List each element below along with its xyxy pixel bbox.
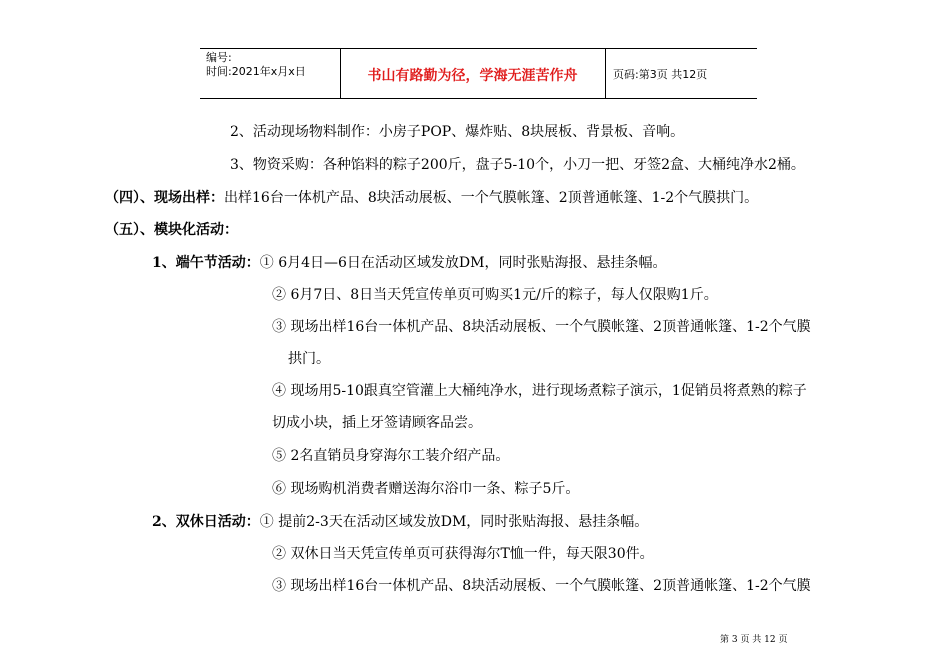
activity-item: ⑥ 现场购机消费者赠送海尔浴巾一条、粽子5斤。 [272, 481, 580, 497]
header-time-label: 时间:2021年x月x日 [206, 65, 306, 78]
activity-item: ① 提前2-3天在活动区域发放DM，同时张贴海报、悬挂条幅。 [259, 514, 649, 530]
section-line [105, 189, 758, 207]
activity-item: ② 双休日当天凭宣传单页可获得海尔T恤一件，每天限30件。 [272, 546, 654, 562]
header-page-info: 页码:第3页 共12页 [613, 68, 708, 81]
activity-item: ③ 现场出样16台一体机产品、8块活动展板、一个气膜帐篷、2顶普通帐篷、1-2个气膜 [272, 319, 811, 335]
activity-item: ④ 现场用5-10跟真空管灌上大桶纯净水，进行现场煮粽子演示，1促销员将煮熟的粽子 [272, 383, 807, 399]
paragraph-line: 2、活动现场物料制作：小房子POP、爆炸贴、8块展板、背景板、音响。 [230, 124, 685, 140]
activity-item: ② 6月7日、8日当天凭宣传单页可购买1元/斤的粽子，每人仅限购1斤。 [272, 287, 718, 303]
activity-item-continued: 拱门。 [288, 351, 330, 367]
activity-heading: 1、端午节活动： [152, 255, 260, 271]
section-heading: （四）、现场出样： [105, 190, 224, 206]
activity-item-continued: 切成小块，插上牙签请顾客品尝。 [272, 415, 482, 431]
page-footer: 第 3 页 共 12 页 [720, 635, 788, 645]
activity-heading: 2、双休日活动： [152, 514, 260, 530]
section-heading: （五）、模块化活动： [105, 222, 238, 238]
header-divider [605, 49, 606, 98]
activity-line [152, 254, 666, 272]
section-body: 出样16台一体机产品、8块活动展板、一个气膜帐篷、2顶普通帐篷、1-2个气膜拱门。 [224, 190, 759, 206]
page-header [200, 48, 757, 99]
activity-item: ③ 现场出样16台一体机产品、8块活动展板、一个气膜帐篷、2顶普通帐篷、1-2个气膜 [272, 578, 811, 594]
header-motto: 书山有路勤为径，学海无涯苦作舟 [367, 68, 578, 84]
header-number-label: 编号: [206, 51, 232, 64]
header-meta [206, 51, 306, 79]
activity-item: ⑤ 2名直销员身穿海尔工装介绍产品。 [272, 448, 510, 464]
activity-item: ① 6月4日—6日在活动区域发放DM，同时张贴海报、悬挂条幅。 [259, 255, 667, 271]
activity-line [152, 513, 648, 531]
paragraph-line: 3、物资采购：各种馅料的粽子200斤，盘子5-10个，小刀一把、牙签2盒、大桶纯净水2桶。 [230, 157, 805, 173]
